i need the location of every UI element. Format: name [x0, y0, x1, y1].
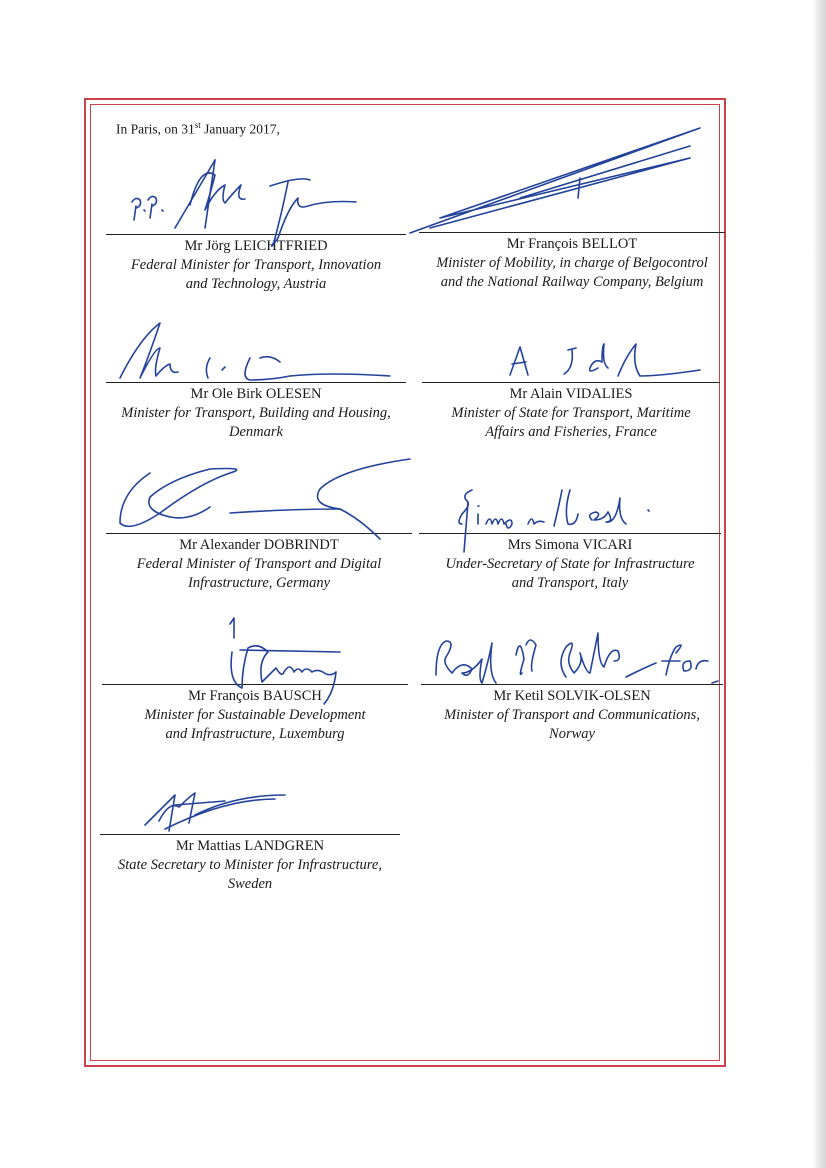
- signatory-name: Mr François BAUSCH: [188, 688, 322, 704]
- handwritten-signature-icon: [120, 150, 380, 255]
- signatory-name: Mr Ole Birk OLESEN: [190, 386, 322, 402]
- signature-block-denmark: [106, 382, 406, 442]
- signatory-name: Mr Alain VIDALIES: [509, 386, 633, 402]
- signatory-name: Mr Jörg LEICHTFRIED: [184, 238, 328, 254]
- dateline-suffix: January 2017,: [200, 121, 280, 137]
- handwritten-signature-icon: [452, 480, 662, 560]
- signatory-title-line: and Technology, Austria: [185, 276, 327, 292]
- signatory-title-line: Federal Minister for Transport, Innovation: [130, 257, 382, 273]
- signatory-title-line: Affairs and Fisheries, France: [485, 424, 657, 440]
- handwritten-signature-icon: [135, 785, 295, 835]
- scan-edge-shadow: [812, 0, 826, 1168]
- dateline-ordinal: st: [194, 120, 201, 130]
- signature-block-germany: [106, 533, 412, 593]
- signatory-title-line: State Secretary to Minister for Infrastructure,: [118, 857, 382, 873]
- handwritten-signature-icon: [426, 625, 726, 695]
- signatory-name: Mr Alexander DOBRINDT: [179, 537, 339, 553]
- handwritten-signature-icon: [500, 340, 710, 385]
- signatory-title-line: Infrastructure, Germany: [187, 575, 331, 591]
- signatory-name: Mr Mattias LANDGREN: [175, 838, 325, 854]
- signatory-title-line: and Transport, Italy: [511, 575, 629, 591]
- signatory-name: Mr Ketil SOLVIK-OLSEN: [493, 688, 651, 704]
- signature-block-france: [422, 382, 720, 442]
- signatory-title-line: Minister of Mobility, in charge of Belgocontrol: [436, 255, 708, 271]
- signatory-title-line: Sweden: [227, 876, 273, 892]
- handwritten-signature-icon: [220, 608, 380, 703]
- signatory-title-line: Under-Secretary of State for Infrastructure: [445, 556, 695, 572]
- handwritten-signature-icon: [400, 118, 720, 248]
- signatory-name: Mrs Simona VICARI: [507, 537, 633, 553]
- signatory-title-line: Minister for Transport, Building and Housing,: [121, 405, 391, 421]
- signatory-title-line: Minister of Transport and Communications,: [444, 707, 700, 723]
- handwritten-signature-icon: [110, 455, 420, 540]
- signatory-title-line: Federal Minister of Transport and Digital: [136, 556, 382, 572]
- signatory-title-line: and Infrastructure, Luxemburg: [165, 726, 345, 742]
- signatory-title-line: Minister of State for Transport, Maritime: [451, 405, 691, 421]
- signatory-title-line: and the National Railway Company, Belgium: [440, 274, 704, 290]
- signatory-title-line: Minister for Sustainable Development: [144, 707, 366, 723]
- handwritten-signature-icon: [110, 318, 400, 388]
- dateline-prefix: In Paris, on 31: [116, 121, 195, 137]
- signature-block-sweden: [100, 834, 400, 894]
- dateline: [116, 120, 280, 138]
- signatory-title-line: Norway: [549, 726, 595, 742]
- signatory-title-line: Denmark: [229, 424, 283, 440]
- signatory-name: Mr François BELLOT: [506, 236, 638, 252]
